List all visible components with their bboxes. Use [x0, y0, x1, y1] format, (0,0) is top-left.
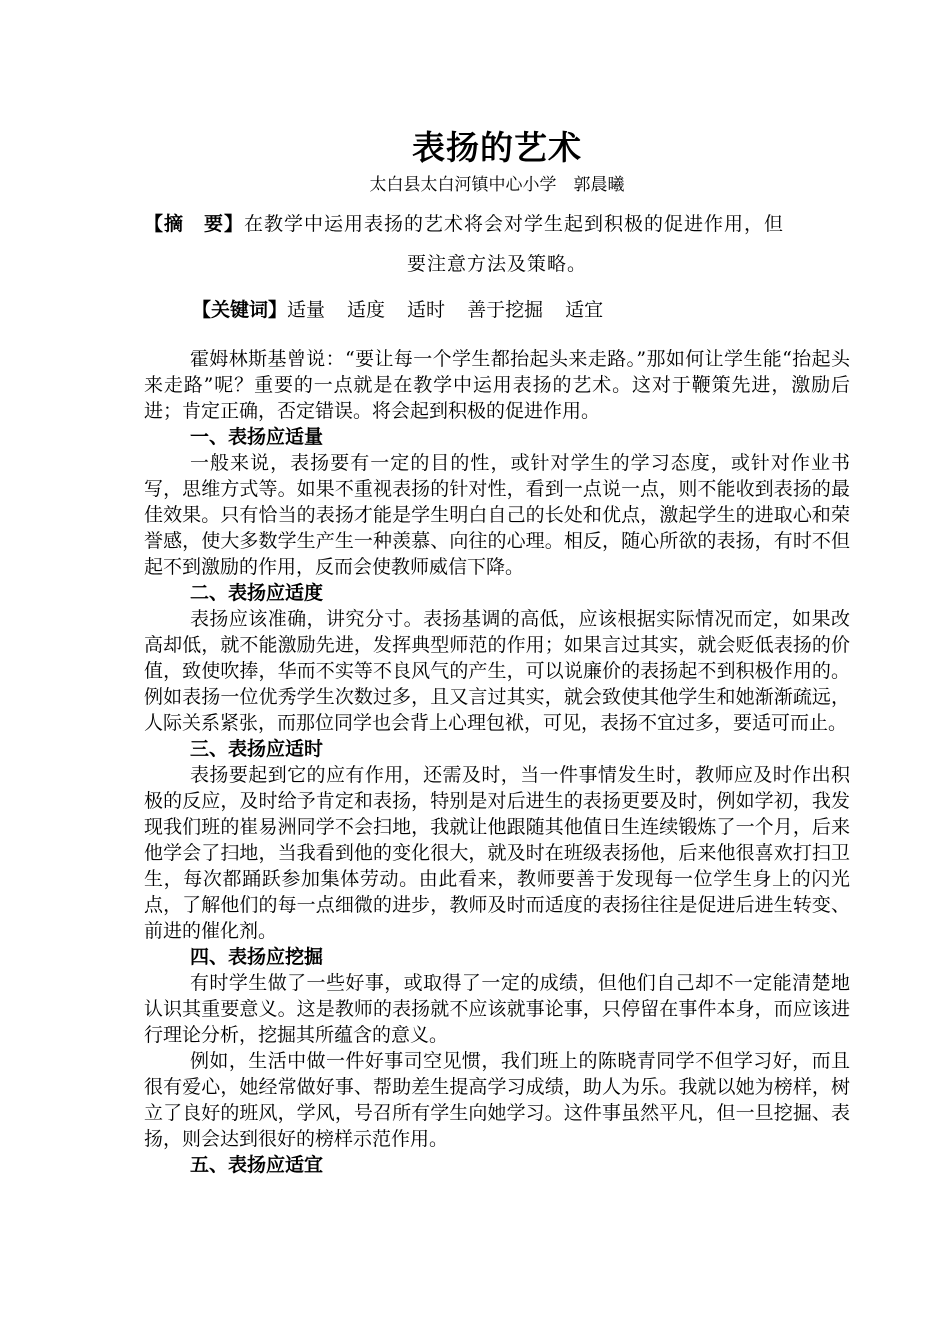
- body-paragraph: 一般来说，表扬要有一定的目的性，或针对学生的学习态度，或针对作业书写，思维方式等。如果不重视表扬的针对性，看到一点说一点，则不能收到表扬的最佳效果。只有恰当的表扬才能是学生明白自己的长处和优点，激起学生的进取心和荣誉感，使大多数学生产生一种羡慕、向往的心理。相反，随心所欲的表扬，有时不但起不到激励的作用，反而会使教师威信下降。: [144, 452, 850, 578]
- keyword-item: 适量: [287, 299, 326, 321]
- abstract: [144, 204, 850, 284]
- section-heading: 二、表扬应适度: [190, 582, 324, 604]
- section-heading: 五、表扬应适宜: [190, 1154, 324, 1176]
- body-paragraph: 例如，生活中做一件好事司空见惯，我们班上的陈晓青同学不但学习好，而且很有爱心，她经常做好事、帮助差生提高学习成绩，助人为乐。我就以她为榜样，树立了良好的班风，学风，号召所有学生向她学习。这件事虽然平凡，但一旦挖掘、表扬，则会达到很好的榜样示范作用。: [144, 1050, 850, 1150]
- keyword-item: 适宜: [565, 299, 604, 321]
- keywords: [144, 290, 850, 330]
- section-heading: 四、表扬应挖掘: [190, 946, 324, 968]
- section-heading: 一、表扬应适量: [190, 426, 324, 448]
- keyword-item: 适时: [407, 299, 446, 321]
- document-page: [144, 124, 850, 1178]
- document-title: 表扬的艺术: [412, 128, 582, 167]
- body-paragraph: 表扬应该准确，讲究分寸。表扬基调的高低，应该根据实际情况而定，如果改高却低，就不能激励先进，发挥典型师范的作用；如果言过其实，就会贬低表扬的价值，致使吹捧，华而不实等不良风气的产生，可以说廉价的表扬起不到积极作用的。例如表扬一位优秀学生次数过多，且又言过其实，就会致使其他学生和她渐渐疏远，人际关系紧张，而那位同学也会背上心理包袱，可见，表扬不宜过多，要适可而止。: [144, 608, 850, 734]
- body-paragraph: 有时学生做了一些好事，或取得了一定的成绩，但他们自己却不一定能清楚地认识其重要意义。这是教师的表扬就不应该就事论事，只停留在事件本身，而应该进行理论分析，挖掘其所蕴含的意义。: [144, 972, 850, 1046]
- keyword-item: 适度: [347, 299, 386, 321]
- abstract-label: 【摘 要】: [144, 213, 245, 235]
- abstract-continuation: 要注意方法及策略。: [406, 253, 587, 275]
- body-paragraph: 表扬要起到它的应有作用，还需及时，当一件事情发生时，教师应及时作出积极的反应，及时给予肯定和表扬，特别是对后进生的表扬更要及时，例如学初，我发现我们班的崔易洲同学不会扫地，我就让他跟随其他值日生连续锻炼了一个月，后来他学会了扫地，当我看到他的变化很大，就及时在班级表扬他，后来他很喜欢打扫卫生，每次都踊跃参加集体劳动。由此看来，教师要善于发现每一位学生身上的闪光点，了解他们的每一点细微的进步，教师及时而适度的表扬往往是促进后进生转变、前进的催化剂。: [144, 764, 850, 942]
- author-line: 太白县太白河镇中心小学 郭晨曦: [369, 175, 625, 195]
- section-heading: 三、表扬应适时: [190, 738, 324, 760]
- keywords-label: 【关键词】: [192, 299, 288, 321]
- abstract-text: 在教学中运用表扬的艺术将会对学生起到积极的促进作用，但: [244, 213, 785, 235]
- keyword-item: 善于挖掘: [467, 299, 544, 321]
- intro-paragraph: 霍姆林斯基曾说：“要让每一个学生都抬起头来走路。”那如何让学生能“抬起头来走路”呢？重要的一点就是在教学中运用表扬的艺术。这对于鞭策先进，激励后进；肯定正确，否定错误。将会起到积极的促进作用。: [144, 348, 850, 422]
